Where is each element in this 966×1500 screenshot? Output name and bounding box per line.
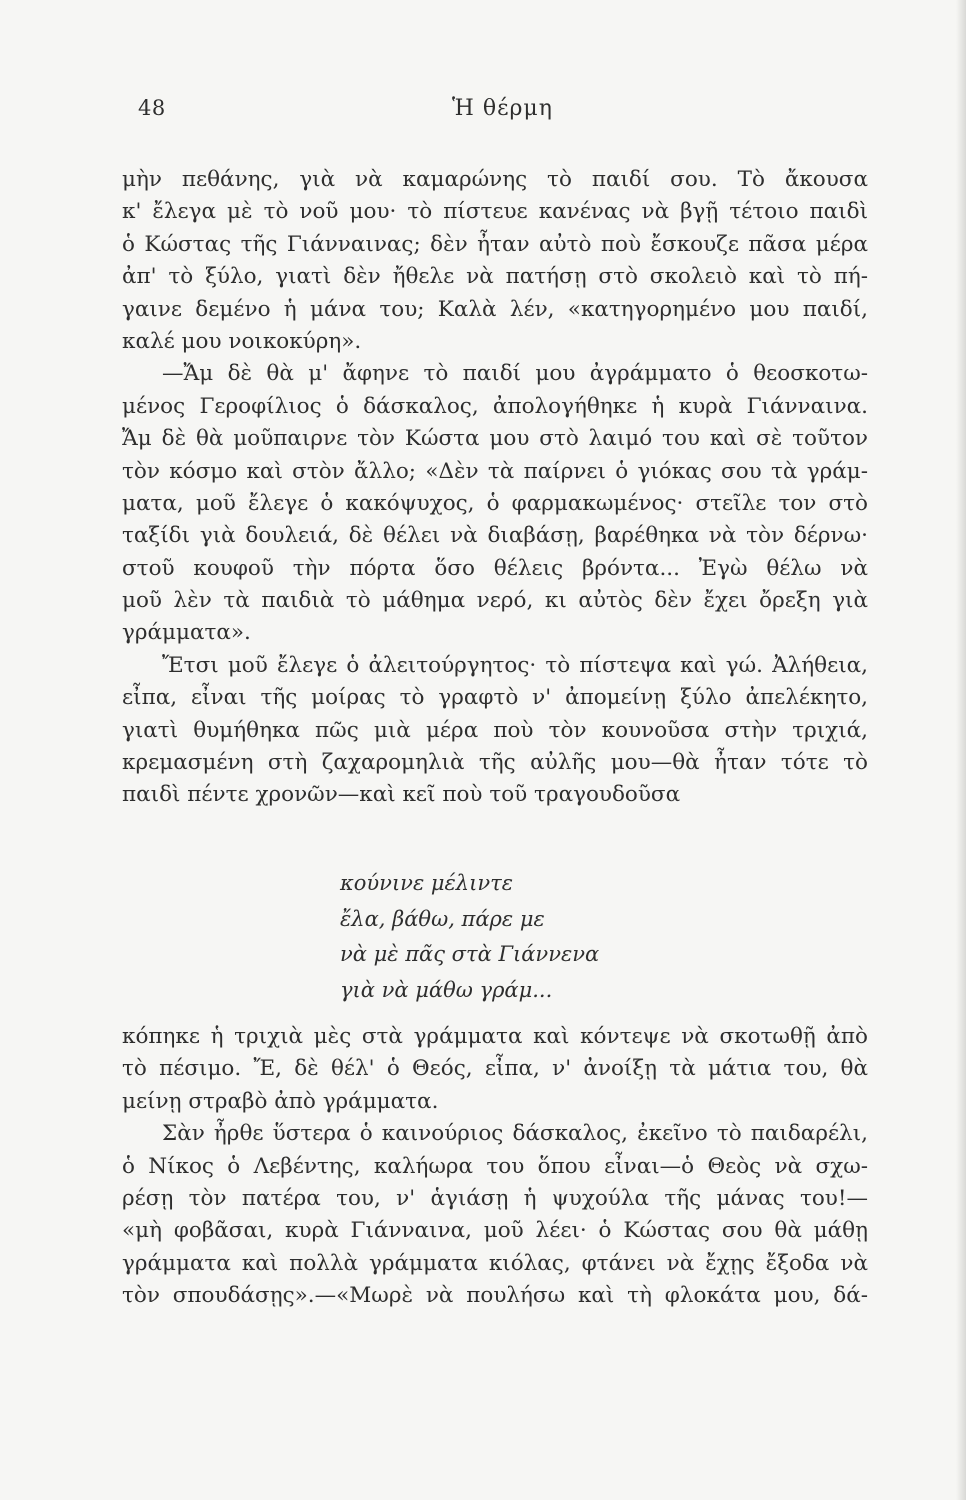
text-line: κρεμασμένη στὴ ζαχαρομηλιὰ τῆς αὐλῆς μου—θὰ ἦταν τότε τὸ (122, 750, 868, 776)
text-line: «μὴ φοβᾶσαι, κυρὰ Γιάνναινα, μοῦ λέει· ὁ Κώστας σου θὰ μάθῃ (122, 1218, 868, 1244)
text-line: Ἄμ δὲ θὰ μοῦπαιρνε τὸν Κώστα μου στὸ λαιμό του καὶ σὲ τοῦτον (122, 426, 868, 452)
text-line: ὁ Νίκος ὁ Λεβέντης, καλήωρα του ὅπου εἶναι—ὁ Θεὸς νὰ σχω- (122, 1153, 868, 1179)
page-number: 48 (138, 96, 166, 120)
text-line: γιατὶ θυμήθηκα πῶς μιὰ μέρα ποὺ τὸν κουνοῦσα στὴν τριχιά, (122, 717, 868, 743)
text-line: Σὰν ἦρθε ὕστερα ὁ καινούριος δάσκαλος, ἐκεῖνο τὸ παιδαρέλι, (162, 1121, 868, 1147)
poem-block (340, 866, 599, 1008)
text-line: Ἔτσι μοῦ ἔλεγε ὁ ἀλειτούργητος· τὸ πίστεψα καὶ γώ. Ἀλήθεια, (162, 652, 868, 678)
body-text-after-poem (122, 1021, 868, 1313)
text-line: στοῦ κουφοῦ τὴν πόρτα ὅσο θέλεις βρόντα... Ἐγὼ θέλω νὰ (122, 555, 868, 581)
text-line: μοῦ λὲν τὰ παιδιὰ τὸ μάθημα νερό, κι αὐτὸς δὲν ἔχει ὄρεξη γιὰ (122, 588, 868, 614)
text-line: τὸ πέσιμο. Ἔ, δὲ θέλ' ὁ Θεός, εἶπα, ν' ἀνοίξῃ τὰ μάτια του, θὰ (122, 1056, 868, 1082)
poem-line: νὰ μὲ πᾶς στὰ Γιάννενα (340, 942, 600, 966)
text-line: τὸν σπουδάσῃς».—«Μωρὲ νὰ πουλήσω καὶ τὴ φλοκάτα μου, δά- (122, 1283, 868, 1309)
text-line: γράμματα καὶ πολλὰ γράμματα κιόλας, φτάνει νὰ ἔχῃς ἔξοδα νὰ (122, 1250, 868, 1276)
text-line: κ' ἔλεγα μὲ τὸ νοῦ μου· τὸ πίστευε κανένας νὰ βγῇ τέτοιο παιδὶ (122, 199, 868, 225)
text-line: μείνῃ στραβὸ ἀπὸ γράμματα. (122, 1088, 439, 1114)
text-line: τὸν κόσμο καὶ στὸν ἄλλο; «Δὲν τὰ παίρνει ὁ γιόκας σου τὰ γράμ- (122, 458, 868, 484)
text-line: παιδὶ πέντε χρονῶν—καὶ κεῖ ποὺ τοῦ τραγουδοῦσα (122, 782, 681, 808)
text-line: ταξίδι γιὰ δουλειά, δὲ θέλει νὰ διαβάσῃ, βαρέθηκα νὰ τὸν δέρνω· (122, 523, 868, 549)
poem-line: ἔλα, βάθω, πάρε με (340, 906, 545, 931)
running-title: Ἡ θέρμη (452, 96, 553, 121)
text-line: ἀπ' τὸ ξύλο, γιατὶ δὲν ἤθελε νὰ πατήσῃ στὸ σκολειὸ καὶ τὸ πή- (122, 264, 868, 290)
text-line: μὴν πεθάνης, γιὰ νὰ καμαρώνης τὸ παιδί σου. Τὸ ἄκουσα (122, 167, 868, 192)
text-line: —Ἄμ δὲ θὰ μ' ἄφηνε τὸ παιδί μου ἀγράμματο ὁ θεοσκοτω- (162, 361, 868, 387)
text-line: γαινε δεμένο ἡ μάνα του; Καλὰ λέν, «κατηγορημένο μου παιδί, (122, 296, 868, 322)
text-line: μένος Γεροφίλιος ὁ δάσκαλος, ἀπολογήθηκε ἡ κυρὰ Γιάνναινα. (122, 393, 868, 419)
page-edge-shadow (956, 0, 966, 1500)
text-line: εἶπα, εἶναι τῆς μοίρας τὸ γραφτὸ ν' ἀπομείνῃ ξύλο ἀπελέκητο, (122, 685, 868, 711)
text-line: ματα, μοῦ ἔλεγε ὁ κακόψυχος, ὁ φαρμακωμένος· στεῖλε τον στὸ (122, 490, 868, 516)
text-line: γράμματα». (122, 620, 251, 646)
text-line: καλέ μου νοικοκύρη». (122, 328, 362, 354)
text-line: κόπηκε ἡ τριχιὰ μὲς στὰ γράμματα καὶ κόντεψε νὰ σκοτωθῇ ἀπὸ (122, 1024, 868, 1049)
poem-line: κούνινε μέλιντε (340, 871, 514, 895)
text-line: ὁ Κώστας τῆς Γιάνναινας; δὲν ἦταν αὐτὸ ποὺ ἔσκουζε πᾶσα μέρα (122, 231, 868, 257)
body-text-before-poem (122, 164, 868, 812)
poem-line: γιὰ νὰ μάθω γράμ... (340, 977, 553, 1002)
text-line: ρέσῃ τὸν πατέρα του, ν' ἁγιάσῃ ἡ ψυχούλα τῆς μάνας του!— (122, 1185, 868, 1211)
